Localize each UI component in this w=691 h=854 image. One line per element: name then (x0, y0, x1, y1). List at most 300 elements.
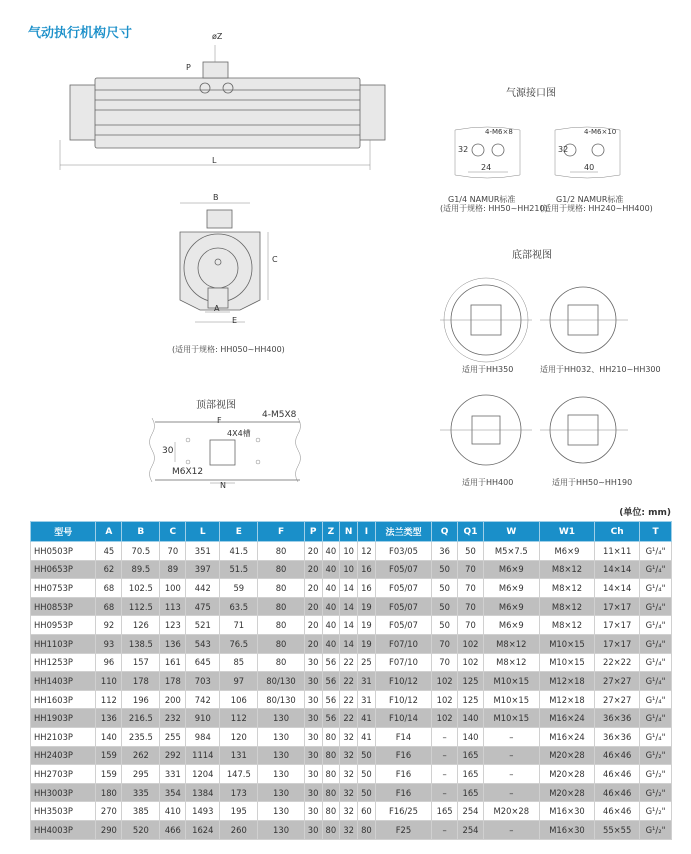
table-cell: 40 (322, 542, 340, 561)
gas-port-2-dim-v: 32 (558, 145, 569, 154)
table-cell: 354 (160, 783, 186, 802)
bottom-view-4-caption: 适用于HH50~HH190 (552, 478, 633, 487)
gas-port-2-caption-1: G1/2 NAMUR标准 (556, 195, 624, 204)
table-row (31, 802, 672, 821)
table-cell: 102 (432, 690, 458, 709)
table-cell: F05/07 (375, 597, 431, 616)
table-cell: F05/07 (375, 616, 431, 635)
side-view-b-label: B (213, 193, 219, 202)
table-cell: G¹/₄" (640, 709, 672, 728)
table-cell: M16×30 (539, 802, 595, 821)
model-cell: HH0853P (31, 597, 96, 616)
table-cell: 1493 (186, 802, 220, 821)
table-cell: 80 (322, 802, 340, 821)
table-cell: 255 (160, 727, 186, 746)
table-cell: 70 (458, 616, 484, 635)
table-cell: M16×24 (539, 727, 595, 746)
table-header-cell: A (96, 522, 122, 542)
table-cell: 30 (304, 783, 322, 802)
model-cell: HH2703P (31, 765, 96, 784)
table-cell: G¹/₄" (640, 560, 672, 579)
model-cell: HH1253P (31, 653, 96, 672)
top-view-screw-label: 4-M5X8 (262, 410, 297, 420)
gas-port-2-dim-h: 40 (584, 163, 595, 172)
table-cell: – (432, 765, 458, 784)
table-cell: 466 (160, 820, 186, 839)
table-cell: 70 (458, 597, 484, 616)
table-cell: 70 (432, 653, 458, 672)
table-cell: 80 (258, 653, 304, 672)
table-cell: 351 (186, 542, 220, 561)
table-cell: 76.5 (220, 634, 258, 653)
table-row (31, 783, 672, 802)
model-cell: HH0753P (31, 579, 96, 598)
table-cell: 93 (96, 634, 122, 653)
table-cell: 80 (258, 542, 304, 561)
table-header-cell: Ch (595, 522, 640, 542)
table-cell: 50 (358, 783, 376, 802)
table-cell: 260 (220, 820, 258, 839)
table-cell: 27×27 (595, 672, 640, 691)
table-cell: 70 (432, 634, 458, 653)
table-cell: 30 (304, 690, 322, 709)
table-header-cell: B (122, 522, 160, 542)
table-cell: 703 (186, 672, 220, 691)
table-cell: 80 (322, 765, 340, 784)
table-cell: 22 (340, 653, 358, 672)
table-cell: 126 (122, 616, 160, 635)
table-cell: M10×15 (483, 690, 539, 709)
table-cell: G¹/₄" (640, 672, 672, 691)
table-cell: F07/10 (375, 634, 431, 653)
table-cell: M6×9 (483, 560, 539, 579)
table-cell: 50 (458, 542, 484, 561)
table-row (31, 820, 672, 839)
table-cell: 102 (458, 653, 484, 672)
bottom-view-1-caption: 适用于HH350 (462, 365, 514, 374)
table-cell: 51.5 (220, 560, 258, 579)
table-cell: G¹/₂" (640, 820, 672, 839)
table-cell: 30 (304, 820, 322, 839)
table-cell: 410 (160, 802, 186, 821)
table-cell: G¹/₄" (640, 616, 672, 635)
table-cell: 30 (304, 672, 322, 691)
table-header-cell: 型号 (31, 522, 96, 542)
table-cell: 14×14 (595, 560, 640, 579)
table-cell: 165 (458, 783, 484, 802)
table-cell: 22 (340, 690, 358, 709)
table-cell: F16 (375, 783, 431, 802)
table-cell: 120 (220, 727, 258, 746)
table-cell: 32 (340, 820, 358, 839)
front-view-drawing (60, 45, 385, 170)
bottom-view-drawing-4 (540, 397, 628, 463)
table-cell: F14 (375, 727, 431, 746)
table-row (31, 746, 672, 765)
top-view-heading: 顶部视图 (196, 400, 236, 411)
table-cell: M20×28 (483, 802, 539, 821)
table-header-cell: I (358, 522, 376, 542)
table-cell: 14 (340, 616, 358, 635)
table-cell: 385 (122, 802, 160, 821)
table-cell: 40 (322, 634, 340, 653)
front-view-l-label: L (212, 156, 217, 165)
table-row (31, 634, 672, 653)
table-header-cell: T (640, 522, 672, 542)
table-cell: 30 (304, 709, 322, 728)
table-cell: 96 (96, 653, 122, 672)
table-header-cell: E (220, 522, 258, 542)
bottom-view-2-caption: 适用于HH032、HH210~HH300 (540, 365, 661, 374)
front-view-phi-label: øZ (212, 32, 223, 41)
table-cell: 80 (322, 727, 340, 746)
table-cell: 910 (186, 709, 220, 728)
model-cell: HH1603P (31, 690, 96, 709)
table-cell: 31 (358, 690, 376, 709)
table-cell: 80 (258, 597, 304, 616)
table-cell: 80 (258, 634, 304, 653)
table-cell: 1384 (186, 783, 220, 802)
table-cell: 30 (304, 765, 322, 784)
table-cell: M10×15 (539, 653, 595, 672)
table-cell: 159 (96, 765, 122, 784)
table-cell: 331 (160, 765, 186, 784)
table-cell: 45 (96, 542, 122, 561)
table-cell: 195 (220, 802, 258, 821)
table-cell: 113 (160, 597, 186, 616)
table-cell: 157 (122, 653, 160, 672)
table-cell: 165 (432, 802, 458, 821)
table-cell: M10×15 (539, 634, 595, 653)
table-cell: 80 (258, 616, 304, 635)
table-cell: 80 (258, 560, 304, 579)
table-header-cell: F (258, 522, 304, 542)
table-cell: – (432, 783, 458, 802)
table-cell: 80/130 (258, 672, 304, 691)
table-row (31, 560, 672, 579)
table-cell: 520 (122, 820, 160, 839)
table-cell: 89.5 (122, 560, 160, 579)
bottom-view-heading: 底部视图 (512, 250, 552, 261)
side-view-drawing (180, 203, 268, 322)
table-header-cell: Q1 (458, 522, 484, 542)
table-cell: 68 (96, 597, 122, 616)
table-cell: 50 (432, 597, 458, 616)
table-cell: G¹/₄" (640, 727, 672, 746)
table-cell: 232 (160, 709, 186, 728)
table-cell: 216.5 (122, 709, 160, 728)
table-cell: 56 (322, 672, 340, 691)
table-cell: M8×12 (539, 560, 595, 579)
table-cell: 130 (258, 709, 304, 728)
table-row (31, 616, 672, 635)
table-cell: 19 (358, 597, 376, 616)
page-title: 气动执行机构尺寸 (28, 26, 133, 41)
table-cell: G¹/₂" (640, 765, 672, 784)
table-cell: M12×18 (539, 672, 595, 691)
table-cell: 80 (322, 820, 340, 839)
table-cell: 125 (458, 672, 484, 691)
table-cell: G¹/₄" (640, 597, 672, 616)
table-cell: 984 (186, 727, 220, 746)
table-cell: M16×30 (539, 820, 595, 839)
table-cell: M8×12 (483, 634, 539, 653)
table-row (31, 672, 672, 691)
table-cell: M6×9 (539, 542, 595, 561)
table-cell: F16/25 (375, 802, 431, 821)
table-cell: 22×22 (595, 653, 640, 672)
table-cell: M6×9 (483, 579, 539, 598)
table-cell: 46×46 (595, 783, 640, 802)
table-cell: 254 (458, 802, 484, 821)
table-cell: M6×9 (483, 597, 539, 616)
table-cell: 110 (96, 672, 122, 691)
table-cell: 102 (458, 634, 484, 653)
table-cell: 40 (322, 616, 340, 635)
table-cell: 1204 (186, 765, 220, 784)
table-cell: 17×17 (595, 616, 640, 635)
table-cell: 46×46 (595, 802, 640, 821)
table-cell: 140 (458, 727, 484, 746)
table-cell: F07/10 (375, 653, 431, 672)
table-cell: – (483, 746, 539, 765)
table-header-cell: N (340, 522, 358, 542)
table-cell: 56 (322, 653, 340, 672)
table-cell: 59 (220, 579, 258, 598)
table-cell: M16×24 (539, 709, 595, 728)
table-cell: 159 (96, 746, 122, 765)
table-cell: 89 (160, 560, 186, 579)
table-cell: 14 (340, 579, 358, 598)
table-cell: 80/130 (258, 690, 304, 709)
table-header-cell: Q (432, 522, 458, 542)
table-cell: 140 (458, 709, 484, 728)
table-cell: M20×28 (539, 746, 595, 765)
table-row (31, 579, 672, 598)
gas-port-1-dim-v: 32 (458, 145, 469, 154)
table-cell: – (483, 783, 539, 802)
table-cell: 92 (96, 616, 122, 635)
table-cell: 70 (458, 560, 484, 579)
table-header-cell: L (186, 522, 220, 542)
table-cell: 10 (340, 560, 358, 579)
table-row (31, 542, 672, 561)
table-cell: 196 (122, 690, 160, 709)
table-cell: F16 (375, 746, 431, 765)
table-cell: 112 (220, 709, 258, 728)
table-row (31, 690, 672, 709)
table-row (31, 597, 672, 616)
table-cell: 41 (358, 727, 376, 746)
table-cell: G¹/₄" (640, 634, 672, 653)
table-cell: 30 (304, 802, 322, 821)
table-cell: 50 (432, 616, 458, 635)
table-cell: 178 (122, 672, 160, 691)
model-cell: HH0503P (31, 542, 96, 561)
table-cell: M8×12 (483, 653, 539, 672)
table-cell: 165 (458, 746, 484, 765)
table-cell: 17×17 (595, 634, 640, 653)
table-cell: 30 (304, 746, 322, 765)
table-cell: 20 (304, 542, 322, 561)
table-cell: 22 (340, 709, 358, 728)
table-cell: 742 (186, 690, 220, 709)
table-cell: 17×17 (595, 597, 640, 616)
table-cell: 290 (96, 820, 122, 839)
table-cell: M6×9 (483, 616, 539, 635)
table-cell: 442 (186, 579, 220, 598)
table-cell: 40 (322, 560, 340, 579)
table-cell: 20 (304, 616, 322, 635)
table-cell: 335 (122, 783, 160, 802)
table-cell: 14 (340, 597, 358, 616)
table-cell: 235.5 (122, 727, 160, 746)
table-cell: 46×46 (595, 765, 640, 784)
table-cell: 68 (96, 579, 122, 598)
table-cell: 97 (220, 672, 258, 691)
table-cell: 102 (432, 672, 458, 691)
gas-port-2-thread: 4-M6×10 (584, 128, 617, 136)
table-cell: 41.5 (220, 542, 258, 561)
table-cell: 102 (432, 709, 458, 728)
table-cell: 254 (458, 820, 484, 839)
model-cell: HH1903P (31, 709, 96, 728)
bottom-view-drawing-1 (440, 278, 532, 362)
table-cell: 20 (304, 579, 322, 598)
table-cell: 200 (160, 690, 186, 709)
table-cell: F10/12 (375, 690, 431, 709)
top-view-n-label: N (220, 481, 226, 490)
bottom-view-drawing-3 (440, 395, 532, 465)
table-cell: 102.5 (122, 579, 160, 598)
table-cell: 178 (160, 672, 186, 691)
table-cell: 147.5 (220, 765, 258, 784)
table-cell: 138.5 (122, 634, 160, 653)
gas-port-1-thread: 4-M6×8 (485, 128, 513, 136)
table-cell: G¹/₂" (640, 802, 672, 821)
table-cell: 32 (340, 802, 358, 821)
top-view-f-label: F (217, 416, 222, 425)
table-cell: 180 (96, 783, 122, 802)
top-view-thread-label: M6X12 (172, 467, 204, 477)
table-cell: M10×15 (483, 709, 539, 728)
side-view-a-label: A (214, 304, 220, 313)
model-cell: HH2103P (31, 727, 96, 746)
bottom-view-3-caption: 适用于HH400 (462, 478, 514, 487)
table-cell: 130 (258, 820, 304, 839)
table-cell: 50 (358, 746, 376, 765)
table-cell: 161 (160, 653, 186, 672)
table-cell: 140 (96, 727, 122, 746)
table-cell: 40 (322, 579, 340, 598)
table-cell: 80 (358, 820, 376, 839)
table-cell: 31 (358, 672, 376, 691)
table-header-cell: P (304, 522, 322, 542)
table-cell: 100 (160, 579, 186, 598)
table-cell: 20 (304, 597, 322, 616)
table-cell: 1114 (186, 746, 220, 765)
table-cell: 521 (186, 616, 220, 635)
table-cell: 25 (358, 653, 376, 672)
table-cell: 22 (340, 672, 358, 691)
table-cell: 50 (358, 765, 376, 784)
side-view-caption: (适用于规格: HH050~HH400) (172, 345, 285, 354)
table-cell: 173 (220, 783, 258, 802)
model-cell: HH3003P (31, 783, 96, 802)
gas-port-1-caption-2: (适用于规格: HH50~HH210) (440, 204, 548, 213)
table-cell: 130 (258, 783, 304, 802)
table-cell: 112.5 (122, 597, 160, 616)
table-cell: M8×12 (539, 616, 595, 635)
bottom-view-drawing-2 (540, 287, 628, 353)
table-cell: 295 (122, 765, 160, 784)
table-cell: F10/14 (375, 709, 431, 728)
table-cell: M5×7.5 (483, 542, 539, 561)
table-cell: 136 (160, 634, 186, 653)
table-cell: 36×36 (595, 709, 640, 728)
model-cell: HH0653P (31, 560, 96, 579)
table-cell: 292 (160, 746, 186, 765)
table-cell: 71 (220, 616, 258, 635)
table-cell: 397 (186, 560, 220, 579)
model-cell: HH1103P (31, 634, 96, 653)
model-cell: HH2403P (31, 746, 96, 765)
table-cell: G¹/₄" (640, 690, 672, 709)
table-cell: 475 (186, 597, 220, 616)
table-cell: 14×14 (595, 579, 640, 598)
side-view-c-label: C (272, 255, 278, 264)
table-cell: G¹/₂" (640, 746, 672, 765)
table-cell: – (432, 727, 458, 746)
table-cell: 56 (322, 709, 340, 728)
table-cell: 19 (358, 634, 376, 653)
spec-table (30, 521, 672, 840)
table-cell: 50 (432, 579, 458, 598)
top-view-30-label: 30 (162, 446, 174, 456)
table-cell: 112 (96, 690, 122, 709)
table-cell: 85 (220, 653, 258, 672)
table-cell: M8×12 (539, 579, 595, 598)
table-cell: F03/05 (375, 542, 431, 561)
table-cell: 32 (340, 783, 358, 802)
table-cell: 12 (358, 542, 376, 561)
table-cell: G¹/₄" (640, 579, 672, 598)
table-cell: 123 (160, 616, 186, 635)
table-cell: 36 (432, 542, 458, 561)
table-cell: 543 (186, 634, 220, 653)
table-cell: 20 (304, 560, 322, 579)
table-row (31, 653, 672, 672)
table-header-row (31, 522, 672, 542)
table-cell: 56 (322, 690, 340, 709)
table-cell: M20×28 (539, 765, 595, 784)
table-cell: 30 (304, 653, 322, 672)
table-header-cell: Z (322, 522, 340, 542)
table-cell: G¹/₂" (640, 783, 672, 802)
table-cell: 41 (358, 709, 376, 728)
model-cell: HH4003P (31, 820, 96, 839)
table-cell: 62 (96, 560, 122, 579)
table-cell: 80 (322, 746, 340, 765)
table-cell: 645 (186, 653, 220, 672)
table-cell: 32 (340, 746, 358, 765)
table-cell: 131 (220, 746, 258, 765)
table-cell: G¹/₄" (640, 653, 672, 672)
table-header-cell: C (160, 522, 186, 542)
table-cell: F16 (375, 765, 431, 784)
table-cell: 32 (340, 727, 358, 746)
table-cell: 46×46 (595, 746, 640, 765)
